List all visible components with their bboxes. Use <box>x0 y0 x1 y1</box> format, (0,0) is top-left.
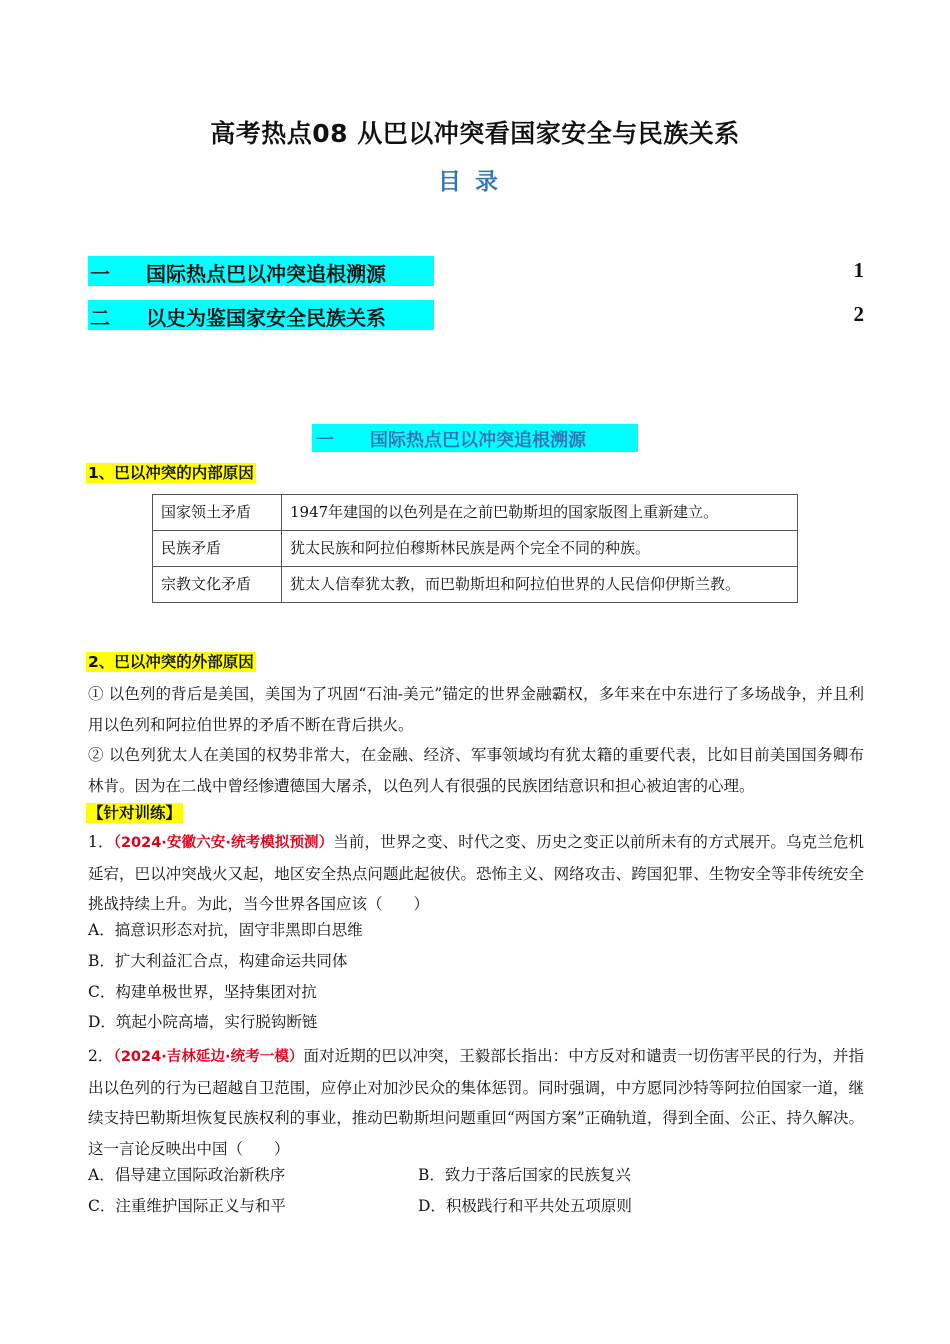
document-title: 高考热点08 从巴以冲突看国家安全与民族关系 <box>210 119 740 148</box>
table-row <box>153 495 798 531</box>
q2-option-a[interactable]: A．倡导建立国际政治新秩序 <box>88 1166 286 1184</box>
toc-entry-page: 2 <box>853 302 864 326</box>
question-source: （2024·安徽六安·统考模拟预测） <box>113 835 334 851</box>
question-number: 2． <box>88 1047 114 1065</box>
table-cell-key: 国家领土矛盾 <box>153 495 282 531</box>
subheading-internal: 1、巴以冲突的内部原因 <box>88 464 254 482</box>
toc-entry-1[interactable] <box>88 256 864 286</box>
table-cell-key: 宗教文化矛盾 <box>153 567 282 603</box>
question-2 <box>88 1041 864 1164</box>
table-cell-value: 1947年建国的以色列是在之前巴勒斯坦的国家版图上重新建立。 <box>282 495 798 531</box>
table-cell-key: 民族矛盾 <box>153 531 282 567</box>
toc-entry-label: 国际热点巴以冲突追根溯源 <box>146 262 386 286</box>
causes-table <box>152 494 798 603</box>
q2-option-c[interactable]: C．注重维护国际正义与和平 <box>88 1197 286 1215</box>
toc-entry-number: 二 <box>90 306 110 330</box>
paragraph-external-2: ② 以色列犹太人在美国的权势非常大，在金融、经济、军事领域均有犹太籍的重要代表，比如目前美国国务卿布林肯。因为在二战中曾经惨遭德国大屠杀，以色列人有很强的民族团结意识和担心被迫害的心理。 <box>88 746 864 795</box>
question-stem: 当前，世界之变、时代之变、历史之变正以前所未有的方式展开。乌克兰危机延宕，巴以冲突战火又起，地区安全热点问题此起彼伏。恐怖主义、网络攻击、跨国犯罪、生物安全等非传统安全挑战持续上升。为此，当今世界各国应该（ ） <box>88 833 864 913</box>
training-label: 【针对训练】 <box>88 804 182 822</box>
section-title: 国际热点巴以冲突追根溯源 <box>370 430 586 451</box>
table-row <box>153 531 798 567</box>
q1-option-c[interactable]: C．构建单极世界，坚持集团对抗 <box>88 983 317 1001</box>
q1-option-b[interactable]: B．扩大利益汇合点，构建命运共同体 <box>88 952 348 970</box>
toc-entry-label: 以史为鉴国家安全民族关系 <box>146 306 386 330</box>
table-row <box>153 567 798 603</box>
q1-option-d[interactable]: D．筑起小院高墙，实行脱钩断链 <box>88 1013 318 1031</box>
table-cell-value: 犹太民族和阿拉伯穆斯林民族是两个完全不同的种族。 <box>282 531 798 567</box>
question-number: 1． <box>88 833 114 851</box>
q2-option-d[interactable]: D．积极践行和平共处五项原则 <box>418 1197 632 1215</box>
subheading-external: 2、巴以冲突的外部原因 <box>88 653 254 671</box>
q2-option-b[interactable]: B．致力于落后国家的民族复兴 <box>418 1166 631 1184</box>
paragraph-external-1: ① 以色列的背后是美国，美国为了巩固“石油-美元”锚定的世界金融霸权，多年来在中东进行了多场战争，并且利用以色列和阿拉伯世界的矛盾不断在背后拱火。 <box>88 685 864 734</box>
table-cell-value: 犹太人信奉犹太教，而巴勒斯坦和阿拉伯世界的人民信仰伊斯兰教。 <box>282 567 798 603</box>
question-1 <box>88 827 864 920</box>
toc-heading: 目录 <box>438 169 512 195</box>
q1-option-a[interactable]: A．搞意识形态对抗，固守非黑即白思维 <box>88 921 363 939</box>
section-heading <box>312 424 638 452</box>
toc-entry-page: 1 <box>853 258 864 282</box>
question-source: （2024·吉林延边·统考一模） <box>113 1049 304 1065</box>
toc-entry-2[interactable] <box>88 300 864 330</box>
question-stem: 面对近期的巴以冲突，王毅部长指出：中方反对和谴责一切伤害平民的行为，并指出以色列的行为已超越自卫范围，应停止对加沙民众的集体惩罚。同时强调，中方愿同沙特等阿拉伯国家一道，继续支持巴勒斯坦恢复民族权利的事业，推动巴勒斯坦问题重回“两国方案”正确轨道，得到全面、公正、持久解决。这一言论反映出中国（ ） <box>88 1047 864 1158</box>
toc-entry-number: 一 <box>90 262 110 286</box>
section-number: 一 <box>316 430 334 451</box>
